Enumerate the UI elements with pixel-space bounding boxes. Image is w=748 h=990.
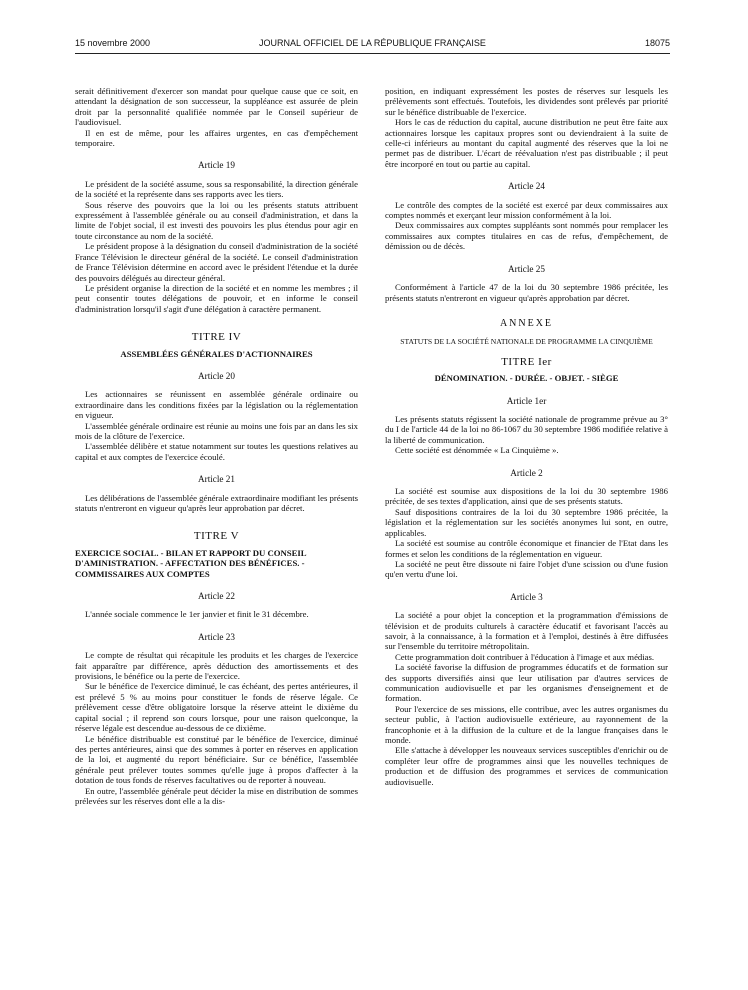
- paragraph: Conformément à l'article 47 de la loi du 30 septembre 1986 précitée, les présents statuts n'entreront en vigueur qu'après approbation par décret.: [385, 282, 668, 303]
- titre-heading: TITRE Ier: [501, 355, 552, 368]
- article-heading: Article 2: [510, 467, 543, 478]
- paragraph: L'assemblée générale ordinaire est réunie au moins une fois par an dans les six mois de la clôture de l'exercice.: [75, 420, 358, 441]
- paragraph: Hors le cas de réduction du capital, aucune distribution ne peut être faite aux actionnaires lorsque les capitaux propres sont ou deviendraient à la suite de celle-ci inférieurs au montant du capital augmenté des réserves que la loi ne permet pas de distribuer. L'écart de réévaluation n'est pas distribuable ; il peut être incorporé en tout ou partie au capital.: [385, 117, 668, 169]
- paragraph: En outre, l'assemblée générale peut décider la mise en distribution de sommes prélevées sur les réserves dont elle a la dis-: [75, 785, 358, 806]
- paragraph: position, en indiquant expressément les postes de réserves sur lesquels les prélèvements sont effectués. Toutefois, les dividendes sont prélevés par priorité sur le bénéfice distribuable de l'exercice.: [385, 86, 668, 117]
- page-header: [75, 38, 670, 52]
- article-heading: Article 23: [198, 631, 235, 642]
- paragraph: La société favorise la diffusion de programmes éducatifs et de formation sur des supports diversifiés ainsi que leur utilisation par d'autres services de communication audiovisuelle et par les organismes d'enseignement et de formation.: [385, 662, 668, 704]
- article-heading: Article 20: [198, 370, 235, 381]
- paragraph: L'assemblée délibère et statue notamment sur toutes les questions relatives au capital et aux comptes de l'exercice écoulé.: [75, 441, 358, 462]
- paragraph: Le bénéfice distribuable est constitué par le bénéfice de l'exercice, diminué des pertes antérieures, ainsi que des sommes à porter en réserves en application de la loi, et augmenté du report bénéficiaire. Sur ce bénéfice, l'assemblée générale peut prélever toutes sommes qu'elle juge à propos d'affecter à la dotation de tous fonds de réserves facultatives ou de reporter à nouveau.: [75, 733, 358, 786]
- paragraph: La société ne peut être dissoute ni faire l'objet d'une scission ou d'une fusion qu'en vertu d'une loi.: [385, 558, 668, 580]
- header-date: 15 novembre 2000: [75, 38, 151, 48]
- paragraph: Sous réserve des pouvoirs que la loi ou les présents statuts attribuent expressément à l'assemblée générale ou au conseil d'administration, et dans la limite de l'objet social, il est investi des pouvoirs les plus étendus pour agir en toute circonstance au nom de la société.: [75, 199, 358, 241]
- article-heading: Article 25: [508, 263, 545, 274]
- titre-heading: TITRE IV: [191, 331, 242, 344]
- article-heading: Article 24: [508, 181, 545, 192]
- paragraph: Il en est de même, pour les affaires urgentes, en cas d'empêchement temporaire.: [75, 127, 358, 149]
- header-rule: [75, 53, 670, 54]
- paragraph: La société est soumise aux dispositions de la loi du 30 septembre 1986 précitée, de ses textes d'application, ainsi que de ses présents statuts.: [385, 486, 668, 507]
- paragraph: Deux commissaires aux comptes suppléants sont nommés pour remplacer les commissaires aux comptes titulaires en cas de refus, d'empêchement, de démission ou de décès.: [385, 220, 668, 252]
- titre-subheading: ASSEMBLÉES GÉNÉRALES D'ACTIONNAIRES: [120, 348, 313, 359]
- right-column: [385, 86, 668, 787]
- paragraph: Le compte de résultat qui récapitule les produits et les charges de l'exercice fait apparaître par différence, après déduction des amortissements et des provisions, le bénéfice ou la perte de l'exercice.: [75, 650, 358, 682]
- paragraph: Sauf dispositions contraires de la loi du 30 septembre 1986 précitée, la législation et la réglementation sur les sociétés anonymes lui sont, en outre, applicables.: [385, 506, 668, 538]
- paragraph: Les délibérations de l'assemblée générale extraordinaire modifiant les présents statuts n'entreront en vigueur qu'après leur approbation par décret.: [75, 492, 358, 513]
- paragraph: Le président propose à la désignation du conseil d'administration de la société France Télévision le directeur général de la société. Le conseil d'administration de France Télévision détermine en accord avec le président l'étendue et la durée des pouvoirs délégués au directeur général.: [75, 241, 358, 283]
- paragraph: Le contrôle des comptes de la société est exercé par deux commissaires aux comptes nommés et exerçant leur mission conformément à la loi.: [385, 199, 668, 221]
- paragraph: Pour l'exercice de ses missions, elle contribue, avec les autres organismes du secteur public, à l'action audiovisuelle extérieure, au rayonnement de la francophonie et à la diffusion de la culture et de la langue françaises dans le monde.: [385, 703, 668, 745]
- paragraph: Elle s'attache à développer les nouveaux services susceptibles d'enrichir ou de compléter leur offre de programmes ainsi que les nouvelles techniques de production et de diffusion des programmes et services de communication audiovisuelle.: [385, 745, 668, 787]
- paragraph: La société a pour objet la conception et la programmation d'émissions de télévision et de produits culturels à caractère éducatif et favorisant l'accès au savoir, à la connaissance, à la formation et à l'emploi, destinés à être diffusées sur l'ensemble du territoire métropolitain.: [385, 610, 668, 652]
- paragraph: Cette société est dénommée « La Cinquième ».: [395, 445, 559, 456]
- article-heading: Article 19: [198, 160, 235, 171]
- paragraph: Les présents statuts régissent la société nationale de programme prévue au 3° du I de l'article 44 de la loi no 86-1067 du 30 septembre 1986 modifiée relative à la liberté de communication.: [385, 414, 668, 445]
- paragraph: Sur le bénéfice de l'exercice diminué, le cas échéant, des pertes antérieures, il est prélevé 5 % au moins pour constituer le fonds de réserve légale. Ce prélèvement cesse d'être obligatoire lorsque la réserve atteint le dixième du capital social ; il reprend son cours lorsque, pour une raison quelconque, la réserve légale est descendue au-dessous de ce dixième.: [75, 681, 358, 734]
- titre-subheading: DÉNOMINATION. - DURÉE. - OBJET. - SIÈGE: [434, 373, 619, 384]
- statuts-heading: STATUTS DE LA SOCIÉTÉ NATIONALE DE PROGRAMME LA CINQUIÈME: [400, 337, 653, 347]
- titre-heading: TITRE V: [193, 530, 240, 543]
- left-column: [75, 86, 358, 806]
- paragraph: Le président de la société assume, sous sa responsabilité, la direction générale de la société et la représente dans ses rapports avec les tiers.: [75, 178, 358, 200]
- header-page-number: 18075: [644, 38, 670, 48]
- titre-subheading: EXERCICE SOCIAL. - BILAN ET RAPPORT DU CONSEIL D'AMINISTRATION. - AFFECTATION DES BÉNÉFICES. - COMMISSAIRES AUX COMPTES: [75, 547, 307, 579]
- paragraph: Le président organise la direction de la société et en nomme les membres ; il peut consentir toutes délégations de pouvoir, et en informe le conseil d'administration lorsqu'il s'agit d'une délégation à caractère permanent.: [75, 282, 358, 314]
- paragraph: serait définitivement d'exercer son mandat pour quelque cause que ce soit, en attendant la désignation de son successeur, la suppléance est assurée de plein droit par la personnalité qualifiée nommée par le Conseil supérieur de l'audiovisuel.: [75, 86, 358, 128]
- article-heading: Article 22: [198, 591, 235, 602]
- article-heading: Article 21: [198, 474, 235, 485]
- article-heading: Article 3: [510, 591, 543, 602]
- annexe-heading: ANNEXE: [499, 317, 554, 329]
- paragraph: La société est soumise au contrôle économique et financier de l'Etat dans les formes et selon les conditions de la réglementation en vigueur.: [385, 538, 668, 559]
- article-heading: Article 1er: [506, 395, 547, 406]
- header-title: JOURNAL OFFICIEL DE LA RÉPUBLIQUE FRANÇAISE: [259, 38, 486, 48]
- paragraph: L'année sociale commence le 1er janvier et finit le 31 décembre.: [85, 609, 309, 620]
- paragraph: Les actionnaires se réunissent en assemblée générale ordinaire ou extraordinaire dans les conditions fixées par la législation ou la réglementation en vigueur.: [75, 389, 358, 421]
- paragraph: Cette programmation doit contribuer à l'éducation à l'image et aux médias.: [395, 651, 655, 662]
